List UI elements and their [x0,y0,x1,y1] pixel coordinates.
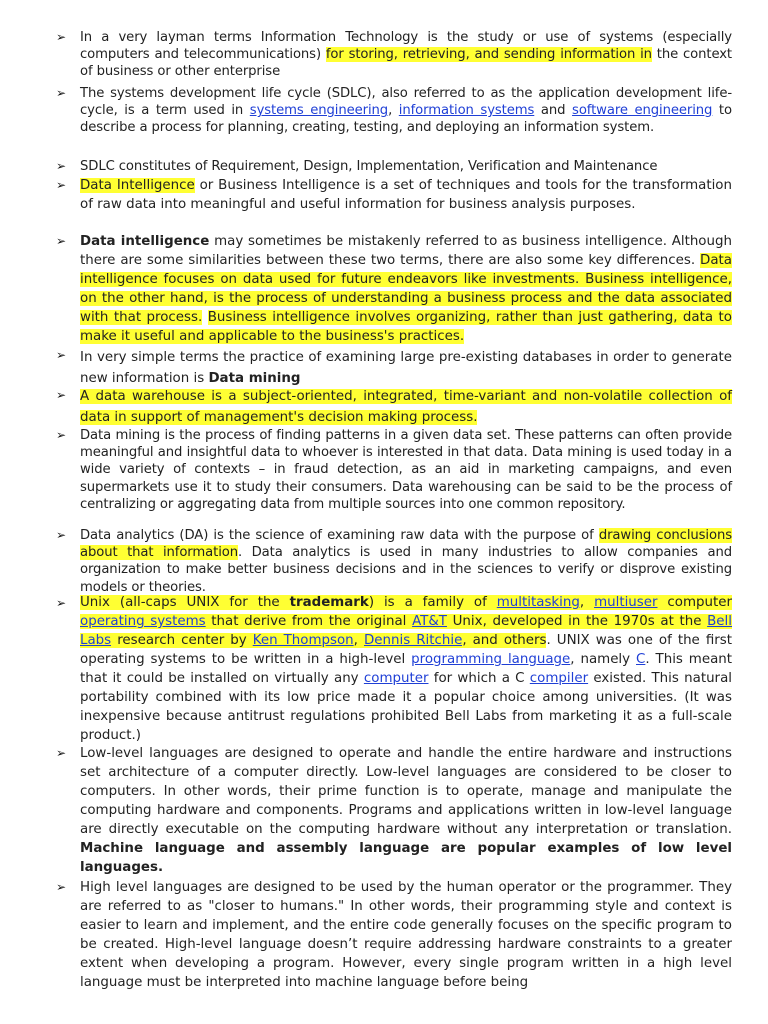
highlighted-text: for storing, retrieving, and sending information in [325,47,652,63]
hyperlink[interactable]: multiuser [594,595,658,610]
highlighted-text: , [579,595,595,610]
paragraph-information-technology [80,29,732,81]
text-run: . This meant that it could be installed on virtually any [80,652,733,686]
text-run: . Data analytics is used in many industries to allow companies and organization to make better business decisions and in the sciences to verify or disprove existing models or theories. [80,545,732,595]
hyperlink[interactable]: programming language [411,652,571,667]
highlighted-text: Data intelligence focuses on data used for future endeavors like investments. Business intelligence, on the other hand, is the process of understanding a business process and the data associated with that process. [80,253,732,325]
hyperlink[interactable]: information systems [398,103,535,119]
paragraph-sdlc [80,85,732,137]
paragraph-sdlc-phases [80,158,732,175]
text-run: , namely [570,652,636,667]
bullet-arrow: ➢ [56,178,67,192]
highlighted-text: , [353,633,364,648]
bullet-arrow: ➢ [56,746,67,760]
bullet-arrow: ➢ [56,30,67,44]
paragraph-data-mining-process [80,427,732,513]
text-run: may sometimes be mistakenly referred to as business intelligence. Although there are some similarities between these two terms, there are also some key differences. [80,234,732,268]
highlighted-text: Data Intelligence [80,178,195,193]
text-run: for which a C [428,671,530,686]
bold-text: Machine language and assembly language are popular examples of low level languages. [80,841,732,875]
hyperlink[interactable]: compiler [529,671,589,686]
text-run: The systems development life cycle (SDLC), also referred to as the application development life-cycle, is a term used in [80,86,732,119]
text-run: and [534,103,573,119]
hyperlink[interactable]: software engineering [572,103,713,119]
text-run: the context of business or other enterprise [80,47,732,80]
text-run: , [388,103,399,119]
paragraph-data-analytics [80,527,732,596]
text-run: Data mining is the process of finding patterns in a given data set. These patterns can often provide meaningful and insightful data to whoever is interested in that data. Data mining is used today in a wide variety of contexts – in fraud detection, as an aid in marketing campaigns, and even supermarkets use it to study their consumers. Data warehousing can be said to be the process of centralizing or aggregating data from multiple sources into one common repository. [80,428,732,512]
paragraph-low-level-languages [80,744,732,877]
highlighted-text: ) is a family of [368,595,497,610]
paragraph-data-intelligence [80,176,732,214]
highlighted-text: research center by [111,633,253,648]
bullet-arrow: ➢ [56,528,67,542]
hyperlink[interactable]: computer [363,671,429,686]
highlighted-text: drawing conclusions about that information [80,528,732,561]
bold-text: Data intelligence [80,234,210,249]
text-run: In a very layman terms Information Technology is the study or use of systems (especially computers and telecommunications) [80,30,732,63]
text-run: existed. This natural portability combined with its low price made it a popular choice among universities. (It was inexpensive because antitrust regulations prohibited Bell Labs from marketing it as a full-scale product.) [80,671,732,743]
hyperlink[interactable]: operating systems [80,614,206,629]
hyperlink[interactable]: C [636,652,646,667]
hyperlink[interactable]: multitasking [496,595,580,610]
bullet-arrow: ➢ [56,86,67,100]
text-run: High level languages are designed to be used by the human operator or the programmer. They are referred to as "closer to humans." In other words, their programming style and context is easier to learn and implement, and the entire code generally focuses on the specific program to be created. High-level language doesn’t require addressing hardware constraints to a greater extent when developing a program. However, every single program written in a high level language must be interpreted into machine language before being [80,880,732,990]
bullet-arrow: ➢ [56,388,67,402]
bold-text: Data mining [208,371,301,386]
bullet-arrow: ➢ [56,159,67,173]
bullet-arrow: ➢ [56,428,67,442]
text-run: Low-level languages are designed to operate and handle the entire hardware and instructions set architecture of a computer directly. Low-level languages are considered to be closer to computers. In other words, their prime function is to operate, manage and manipulate the computing hardware and components. Programs and applications written in low-level language are directly executable on the computing hardware without any interpretation or translation. [80,746,732,837]
highlighted-text: that derive from the original [205,614,413,629]
text-run: Data analytics (DA) is the science of examining raw data with the purpose of [80,528,599,543]
paragraph-data-vs-business-intelligence [80,232,732,346]
bullet-arrow: ➢ [56,348,67,362]
hyperlink[interactable]: Dennis Ritchie [363,633,463,648]
bullet-arrow: ➢ [56,234,67,248]
text-run [202,310,207,325]
paragraph-data-mining-definition [80,347,732,389]
highlighted-text: A data warehouse is a subject-oriented, integrated, time-variant and non-volatile collection of data in support of management's decision making process. [80,389,732,425]
hyperlink[interactable]: AT&T [412,614,447,629]
highlighted-text: computer [657,595,732,610]
bullet-arrow: ➢ [56,596,67,610]
hyperlink[interactable]: Ken Thompson [252,633,354,648]
highlighted-text: Business intelligence involves organizing, rather than just gathering, data to make it useful and applicable to the business's practices. [80,310,732,344]
highlighted-text: trademark [289,595,369,610]
highlighted-text: Unix (all-caps UNIX for the [80,595,290,610]
bullet-arrow: ➢ [56,880,67,894]
paragraph-high-level-languages [80,878,732,992]
text-run: In very simple terms the practice of examining large pre-existing databases in order to generate new information is [80,350,732,386]
hyperlink[interactable]: Bell Labs [80,614,732,648]
text-run: or Business Intelligence is a set of techniques and tools for the transformation of raw data into meaningful and useful information for business analysis purposes. [80,178,732,212]
highlighted-text: , and others [462,633,547,648]
text-run: . UNIX was one of the first operating systems to be written in a high-level [80,633,732,667]
hyperlink[interactable]: systems engineering [249,103,389,119]
text-run: to describe a process for planning, creating, testing, and deploying an information system. [80,103,732,136]
paragraph-unix [80,593,732,745]
paragraph-data-warehouse [80,386,732,428]
text-run: SDLC constitutes of Requirement, Design, Implementation, Verification and Maintenance [80,159,658,174]
highlighted-text: Unix, developed in the 1970s at the [446,614,708,629]
